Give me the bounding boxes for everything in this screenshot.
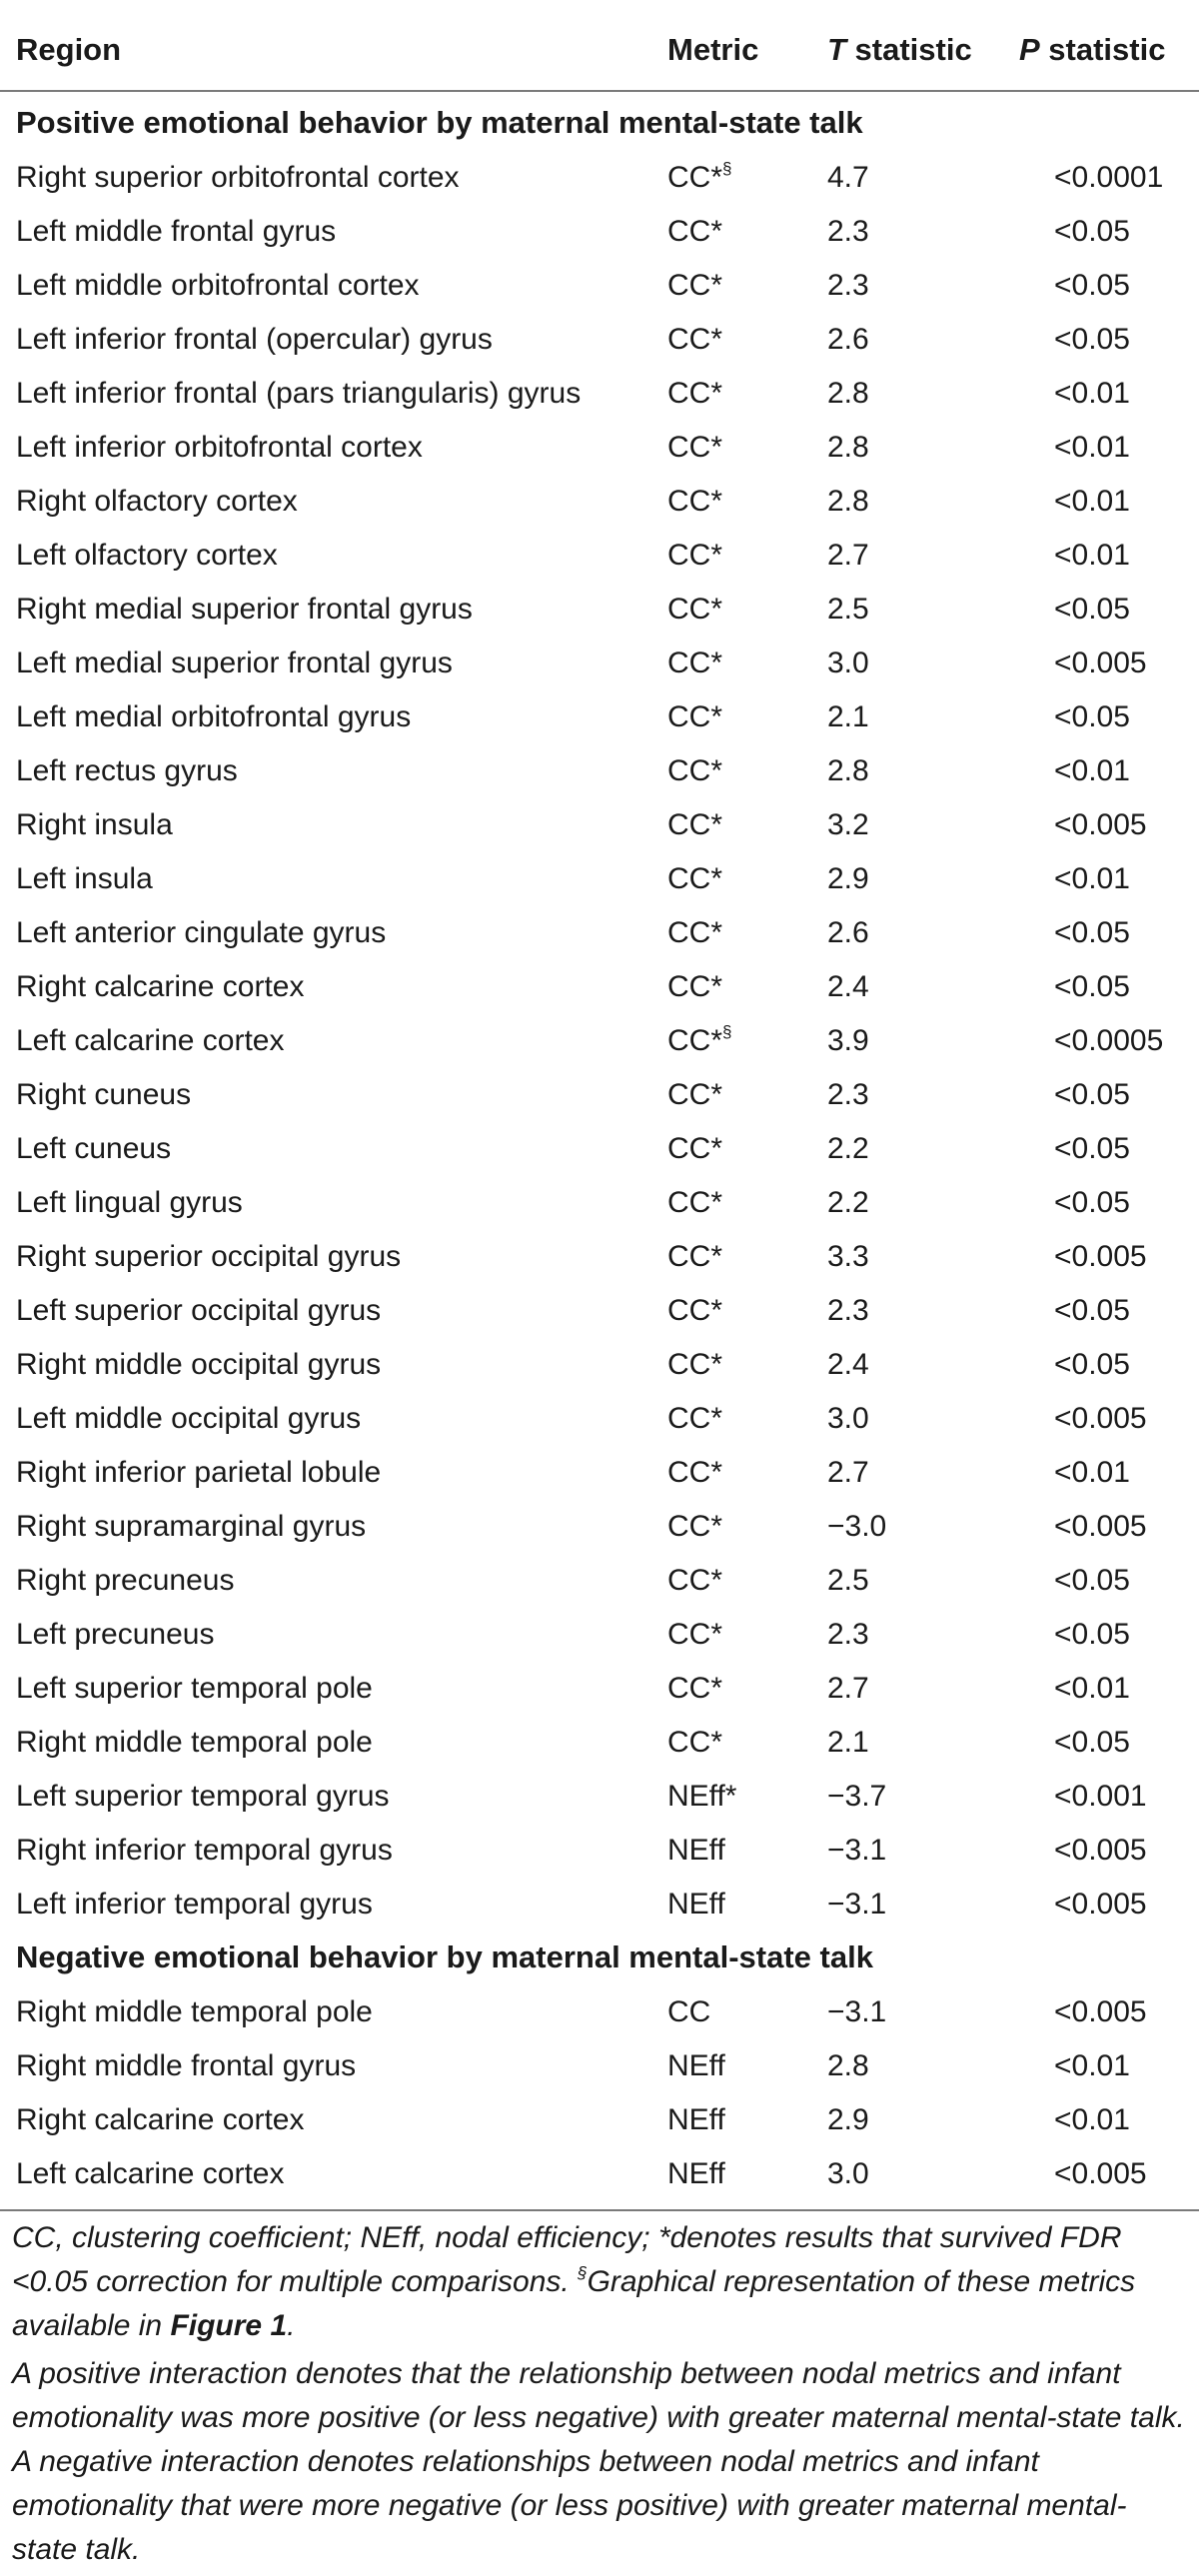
cell-p-statistic: <0.05	[1054, 323, 1130, 356]
cell-p-statistic: <0.05	[1054, 215, 1130, 248]
cell-t-statistic: 2.3	[827, 215, 869, 248]
cell-t-statistic: −3.1	[827, 1995, 887, 2028]
table-row	[0, 2038, 1199, 2092]
metric-value: CC*	[667, 1240, 723, 1273]
cell-region: Right supramarginal gyrus	[16, 1510, 367, 1543]
cell-p-statistic: <0.01	[1054, 2103, 1130, 2136]
cell-metric	[667, 1402, 722, 1436]
cell-t-statistic: 2.2	[827, 1132, 869, 1165]
cell-metric	[667, 1726, 722, 1760]
cell-t-statistic: 2.8	[827, 431, 869, 464]
metric-value: CC*	[667, 1294, 723, 1327]
cell-t-statistic: 2.2	[827, 1186, 869, 1219]
metric-value: CC*	[667, 1132, 723, 1165]
metric-value: NEff	[667, 1834, 725, 1867]
cell-p-statistic: <0.01	[1054, 377, 1130, 410]
cell-p-statistic: <0.05	[1054, 1348, 1130, 1381]
cell-p-statistic: <0.0005	[1054, 1024, 1164, 1057]
metric-value: CC*	[667, 215, 723, 248]
cell-metric	[667, 1024, 731, 1058]
table-bottom-divider	[0, 2209, 1199, 2211]
table-row	[0, 1553, 1199, 1607]
cell-metric	[667, 431, 722, 465]
cell-region: Left middle occipital gyrus	[16, 1402, 362, 1435]
metric-value: CC*	[667, 1078, 723, 1111]
cell-p-statistic: <0.005	[1054, 2157, 1147, 2190]
cell-metric	[667, 700, 722, 734]
cell-metric	[667, 1186, 722, 1220]
cell-t-statistic: −3.7	[827, 1780, 887, 1813]
cell-region: Left inferior orbitofrontal cortex	[16, 431, 423, 464]
cell-region: Right middle occipital gyrus	[16, 1348, 382, 1381]
metric-value: CC*	[667, 754, 723, 787]
cell-t-statistic: 3.0	[827, 2157, 869, 2190]
table-row	[0, 2092, 1199, 2146]
metric-value: NEff	[667, 2049, 725, 2082]
cell-metric	[667, 323, 722, 357]
metric-value: CC*	[667, 1024, 723, 1057]
cell-p-statistic: <0.01	[1054, 754, 1130, 787]
table-row	[0, 1391, 1199, 1445]
cell-region: Left lingual gyrus	[16, 1186, 243, 1219]
cell-t-statistic: 2.9	[827, 862, 869, 895]
metric-value: CC*	[667, 1348, 723, 1381]
cell-metric	[667, 269, 722, 303]
cell-metric	[667, 2049, 725, 2083]
cell-p-statistic: <0.01	[1054, 1456, 1130, 1489]
metric-value: CC*	[667, 323, 723, 356]
metric-section-mark: §	[722, 1022, 732, 1041]
cell-p-statistic: <0.0001	[1054, 161, 1164, 194]
cell-t-statistic: 2.6	[827, 323, 869, 356]
table-header	[0, 18, 1199, 74]
cell-region: Right superior occipital gyrus	[16, 1240, 402, 1273]
cell-t-statistic: 2.3	[827, 1618, 869, 1651]
cell-metric	[667, 593, 722, 627]
cell-region: Right middle temporal pole	[16, 1726, 373, 1759]
metric-value: CC*	[667, 431, 723, 464]
cell-p-statistic: <0.005	[1054, 1240, 1147, 1273]
cell-p-statistic: <0.005	[1054, 1995, 1147, 2028]
cell-metric	[667, 1888, 725, 1922]
cell-metric	[667, 1510, 722, 1544]
table-row	[0, 474, 1199, 528]
cell-t-statistic: −3.1	[827, 1888, 887, 1921]
section-title: Positive emotional behavior by maternal mental-state talk	[16, 105, 863, 140]
cell-metric	[667, 1294, 722, 1328]
cell-metric	[667, 1240, 722, 1274]
cell-region: Left superior temporal pole	[16, 1672, 373, 1705]
metric-value: CC*	[667, 593, 723, 626]
table-row	[0, 959, 1199, 1013]
metric-value: CC	[667, 1995, 711, 2028]
cell-metric	[667, 1672, 722, 1706]
cell-region: Right calcarine cortex	[16, 2103, 305, 2136]
cell-region: Left cuneus	[16, 1132, 172, 1165]
footnote-text-b: Graphical representation of these metrics available in	[12, 2265, 1136, 2342]
cell-p-statistic: <0.01	[1054, 2049, 1130, 2082]
cell-region: Right cuneus	[16, 1078, 192, 1111]
table-row	[0, 743, 1199, 797]
cell-t-statistic: 2.4	[827, 1348, 869, 1381]
metric-value: CC*	[667, 485, 723, 518]
cell-p-statistic: <0.05	[1054, 1186, 1130, 1219]
table-row	[0, 1121, 1199, 1175]
footnote-section-mark: §	[578, 2263, 588, 2282]
table-row	[0, 689, 1199, 743]
cell-region: Left inferior temporal gyrus	[16, 1888, 373, 1921]
cell-region: Left calcarine cortex	[16, 2157, 285, 2190]
cell-t-statistic: 3.0	[827, 1402, 869, 1435]
cell-region: Left middle frontal gyrus	[16, 215, 337, 248]
cell-region: Right inferior temporal gyrus	[16, 1834, 393, 1867]
cell-p-statistic: <0.05	[1054, 1726, 1130, 1759]
cell-region: Right inferior parietal lobule	[16, 1456, 382, 1489]
cell-region: Left rectus gyrus	[16, 754, 238, 787]
cell-region: Left inferior frontal (pars triangularis) gyrus	[16, 377, 582, 410]
cell-region: Left insula	[16, 862, 153, 895]
metric-value: CC*	[667, 916, 723, 949]
header-p-rest: statistic	[1039, 32, 1166, 67]
header-t-rest: statistic	[845, 32, 972, 67]
cell-t-statistic: 2.8	[827, 485, 869, 518]
cell-t-statistic: 2.8	[827, 754, 869, 787]
cell-t-statistic: 3.3	[827, 1240, 869, 1273]
table-row	[0, 636, 1199, 689]
cell-region: Right medial superior frontal gyrus	[16, 593, 473, 626]
cell-p-statistic: <0.005	[1054, 646, 1147, 679]
metric-value: CC*	[667, 1186, 723, 1219]
metric-value: CC*	[667, 1456, 723, 1489]
cell-metric	[667, 916, 722, 950]
cell-metric	[667, 808, 722, 842]
cell-region: Right superior orbitofrontal cortex	[16, 161, 460, 194]
cell-p-statistic: <0.005	[1054, 1402, 1147, 1435]
metric-value: CC*	[667, 700, 723, 733]
cell-p-statistic: <0.01	[1054, 539, 1130, 572]
table-row	[0, 1984, 1199, 2038]
cell-t-statistic: 2.5	[827, 593, 869, 626]
cell-t-statistic: 2.3	[827, 1294, 869, 1327]
cell-region: Right insula	[16, 808, 173, 841]
header-p-letter: P	[1019, 32, 1040, 67]
cell-t-statistic: −3.0	[827, 1510, 887, 1543]
table-row	[0, 1067, 1199, 1121]
footnote-definitions	[12, 2216, 1187, 2348]
metric-value: CC*	[667, 377, 723, 410]
metric-value: CC*	[667, 1618, 723, 1651]
metric-value: CC*	[667, 808, 723, 841]
table-row	[0, 312, 1199, 366]
table-row	[0, 204, 1199, 258]
cell-p-statistic: <0.05	[1054, 916, 1130, 949]
metric-value: CC*	[667, 646, 723, 679]
cell-t-statistic: 2.3	[827, 269, 869, 302]
cell-metric	[667, 1780, 736, 1814]
table-row	[0, 1229, 1199, 1283]
cell-p-statistic: <0.05	[1054, 700, 1130, 733]
table-row	[0, 1607, 1199, 1661]
section-title: Negative emotional behavior by maternal mental-state talk	[16, 1939, 873, 1974]
cell-p-statistic: <0.05	[1054, 1132, 1130, 1165]
cell-p-statistic: <0.05	[1054, 593, 1130, 626]
cell-t-statistic: 3.9	[827, 1024, 869, 1057]
table-row	[0, 528, 1199, 582]
footnote-text-a: CC, clustering coefficient; NEff, nodal efficiency; *denotes results that survived FDR <0.05 correction for multiple comparisons.	[12, 2221, 1122, 2298]
figure-reference: Figure 1	[170, 2309, 288, 2342]
cell-p-statistic: <0.01	[1054, 431, 1130, 464]
cell-p-statistic: <0.05	[1054, 1294, 1130, 1327]
cell-t-statistic: 2.5	[827, 1564, 869, 1597]
cell-p-statistic: <0.01	[1054, 1672, 1130, 1705]
metric-value: CC*	[667, 1510, 723, 1543]
cell-metric	[667, 754, 722, 788]
cell-metric	[667, 2157, 725, 2191]
cell-region: Right precuneus	[16, 1564, 235, 1597]
table-row	[0, 905, 1199, 959]
cell-metric	[667, 215, 722, 249]
header-t-statistic	[827, 32, 972, 68]
cell-region: Right middle frontal gyrus	[16, 2049, 357, 2082]
cell-metric	[667, 1564, 722, 1598]
table-row	[0, 258, 1199, 312]
cell-region: Left inferior frontal (opercular) gyrus	[16, 323, 493, 356]
cell-t-statistic: 3.2	[827, 808, 869, 841]
table-row	[0, 1499, 1199, 1553]
cell-t-statistic: 2.7	[827, 1672, 869, 1705]
metric-value: NEff	[667, 2103, 725, 2136]
header-t-letter: T	[827, 32, 846, 67]
cell-t-statistic: 2.1	[827, 700, 869, 733]
cell-metric	[667, 1618, 722, 1652]
cell-p-statistic: <0.005	[1054, 1834, 1147, 1867]
cell-p-statistic: <0.005	[1054, 1888, 1147, 1921]
metric-value: CC*	[667, 1726, 723, 1759]
table-row	[0, 2146, 1199, 2200]
metric-section-mark: §	[722, 159, 732, 178]
cell-region: Right middle temporal pole	[16, 1995, 373, 2028]
cell-metric	[667, 1456, 722, 1490]
cell-p-statistic: <0.005	[1054, 808, 1147, 841]
cell-t-statistic: 2.7	[827, 539, 869, 572]
cell-p-statistic: <0.05	[1054, 1078, 1130, 1111]
cell-p-statistic: <0.005	[1054, 1510, 1147, 1543]
table-row	[0, 1445, 1199, 1499]
cell-region: Right olfactory cortex	[16, 485, 298, 518]
table-row	[0, 1823, 1199, 1877]
cell-region: Left superior occipital gyrus	[16, 1294, 382, 1327]
cell-metric	[667, 862, 722, 896]
cell-p-statistic: <0.001	[1054, 1780, 1147, 1813]
cell-metric	[667, 377, 722, 411]
metric-value: CC*	[667, 1402, 723, 1435]
table-row	[0, 366, 1199, 420]
table-row	[0, 1715, 1199, 1769]
cell-metric	[667, 970, 722, 1004]
cell-region: Right calcarine cortex	[16, 970, 305, 1003]
cell-region: Left medial superior frontal gyrus	[16, 646, 453, 679]
metric-value: CC*	[667, 539, 723, 572]
metric-value: CC*	[667, 1672, 723, 1705]
cell-region: Left anterior cingulate gyrus	[16, 916, 387, 949]
cell-metric	[667, 485, 722, 519]
table-row	[0, 1661, 1199, 1715]
table-row	[0, 1283, 1199, 1337]
cell-metric	[667, 1995, 710, 2029]
cell-t-statistic: 4.7	[827, 161, 869, 194]
cell-p-statistic: <0.01	[1054, 862, 1130, 895]
footnote-interaction-note: A positive interaction denotes that the relationship between nodal metrics and infant emotionality was more positive (or less negative) with greater maternal mental-state talk. A negative interaction denotes relationships between nodal metrics and infant emotionality that were more negative (or less positive) with greater maternal mental-state talk.	[12, 2357, 1185, 2566]
header-region: Region	[16, 32, 122, 67]
cell-region: Left superior temporal gyrus	[16, 1780, 390, 1813]
cell-t-statistic: 2.8	[827, 2049, 869, 2082]
metric-value: NEff*	[667, 1780, 737, 1813]
table-row	[0, 1877, 1199, 1931]
cell-metric	[667, 2103, 725, 2137]
table-row	[0, 1769, 1199, 1823]
cell-metric	[667, 646, 722, 680]
table-row	[0, 150, 1199, 204]
cell-metric	[667, 161, 731, 195]
cell-t-statistic: 2.6	[827, 916, 869, 949]
metric-value: CC*	[667, 970, 723, 1003]
cell-metric	[667, 1132, 722, 1166]
cell-p-statistic: <0.05	[1054, 269, 1130, 302]
table-row	[0, 851, 1199, 905]
cell-t-statistic: 2.1	[827, 1726, 869, 1759]
header-divider	[0, 90, 1199, 92]
metric-value: NEff	[667, 2157, 725, 2190]
table-row	[0, 1337, 1199, 1391]
cell-metric	[667, 1348, 722, 1382]
metric-value: CC*	[667, 862, 723, 895]
cell-p-statistic: <0.05	[1054, 1564, 1130, 1597]
cell-p-statistic: <0.01	[1054, 485, 1130, 518]
footnote-text-c: .	[287, 2309, 296, 2342]
cell-region: Left precuneus	[16, 1618, 215, 1651]
table-row	[0, 797, 1199, 851]
cell-region: Left calcarine cortex	[16, 1024, 285, 1057]
cell-t-statistic: 2.4	[827, 970, 869, 1003]
cell-t-statistic: 2.8	[827, 377, 869, 410]
cell-p-statistic: <0.05	[1054, 970, 1130, 1003]
metric-value: NEff	[667, 1888, 725, 1921]
cell-region: Left middle orbitofrontal cortex	[16, 269, 420, 302]
table-row	[0, 420, 1199, 474]
cell-metric	[667, 1834, 725, 1868]
metric-value: CC*	[667, 161, 723, 194]
table-row	[0, 582, 1199, 636]
metric-value: CC*	[667, 1564, 723, 1597]
metric-value: CC*	[667, 269, 723, 302]
header-metric: Metric	[667, 32, 759, 67]
cell-t-statistic: 2.9	[827, 2103, 869, 2136]
cell-t-statistic: 2.3	[827, 1078, 869, 1111]
cell-metric	[667, 539, 722, 573]
cell-t-statistic: −3.1	[827, 1834, 887, 1867]
table-row	[0, 1175, 1199, 1229]
cell-p-statistic: <0.05	[1054, 1618, 1130, 1651]
cell-region: Left olfactory cortex	[16, 539, 278, 572]
cell-t-statistic: 3.0	[827, 646, 869, 679]
cell-metric	[667, 1078, 722, 1112]
cell-t-statistic: 2.7	[827, 1456, 869, 1489]
table-row	[0, 1013, 1199, 1067]
header-p-statistic	[1019, 32, 1165, 68]
cell-region: Left medial orbitofrontal gyrus	[16, 700, 412, 733]
